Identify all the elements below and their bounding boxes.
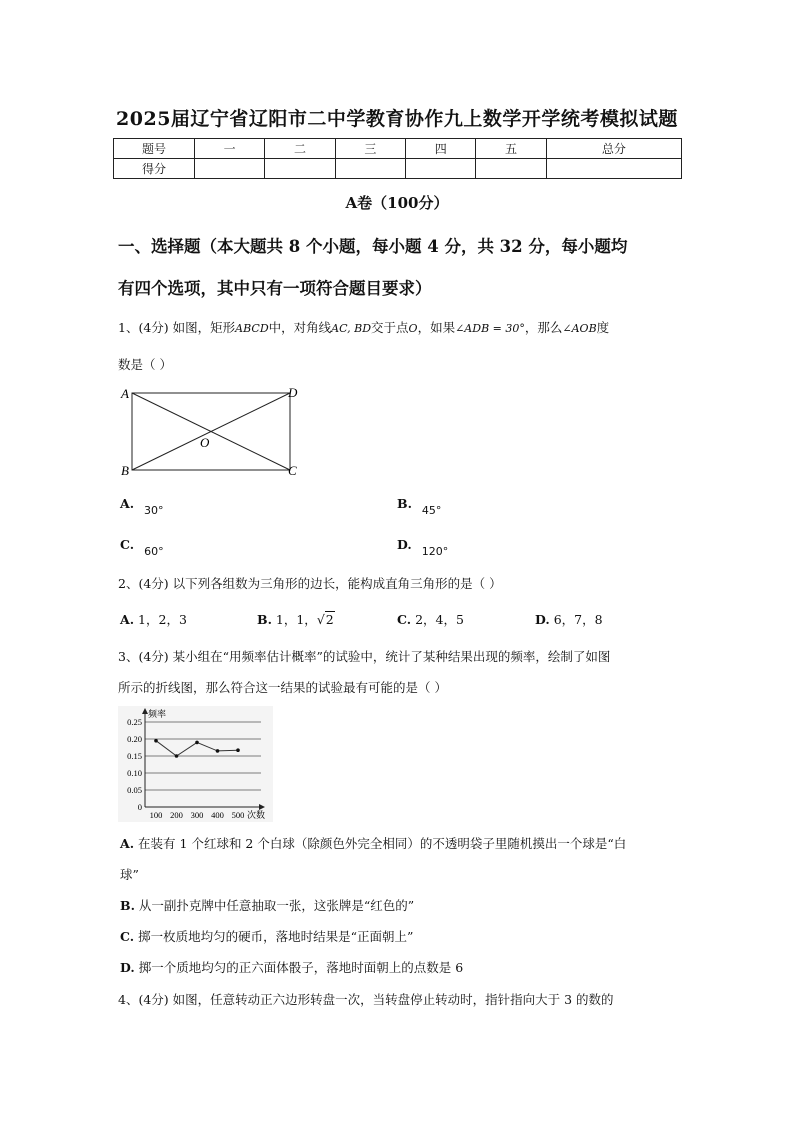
q3-option-d[interactable]	[120, 958, 463, 976]
option-value: 在装有 1 个红球和 2 个白球（除颜色外完全相同）的不透明袋子里随机摸出一个球是“白	[138, 836, 627, 851]
option-letter: C.	[120, 929, 135, 944]
q3-stem-line1: 3、(4分) 某小组在“用频率估计概率”的试验中，统计了某种结果出现的频率，绘制了如图	[118, 649, 611, 664]
q1-math-acbd: AC, BD	[331, 322, 372, 335]
sqrt-symbol: √	[316, 612, 325, 627]
y-tick-label: 0.10	[127, 768, 142, 778]
q1-math-o: O	[408, 322, 418, 335]
q1-math-aob: ∠AOB	[562, 322, 597, 335]
y-tick-label: 0.25	[127, 717, 142, 727]
y-tick-label: 0.05	[127, 785, 142, 795]
data-point	[175, 754, 179, 758]
option-value: 30°	[144, 504, 164, 517]
q1-option-a[interactable]	[120, 496, 164, 517]
q1-option-b[interactable]	[397, 496, 442, 517]
center-label-o: O	[200, 435, 210, 450]
q3-option-b[interactable]	[120, 896, 414, 914]
page-title: 2025届辽宁省辽阳市二中学教育协作九上数学开学统考模拟试题	[116, 108, 678, 130]
frequency-line-chart	[118, 706, 273, 822]
data-point	[236, 748, 240, 752]
score-header-cell: 五	[476, 139, 546, 159]
score-table-score-row	[114, 159, 682, 179]
section1-heading-line1: 一、选择题（本大题共 8 个小题，每小题 4 分，共 32 分，每小题均	[118, 237, 628, 256]
q2-option-d[interactable]	[535, 610, 603, 628]
q1-text: 中，对角线	[268, 320, 332, 335]
score-header-cell: 一	[195, 139, 265, 159]
vertex-label-c: C	[288, 463, 297, 478]
q1-text: 度	[596, 320, 610, 335]
data-point	[216, 749, 220, 753]
q2-option-a[interactable]	[120, 610, 187, 628]
score-cell[interactable]	[265, 159, 335, 179]
q2-option-c[interactable]	[397, 610, 464, 628]
data-point	[195, 741, 199, 745]
option-letter: A.	[120, 496, 135, 511]
option-value: 120°	[421, 545, 449, 558]
x-tick-label: 100	[149, 810, 163, 820]
option-value: 60°	[144, 545, 164, 558]
q3-stem-line2: 所示的折线图，那么符合这一结果的试验最有可能的是（ ）	[118, 680, 447, 695]
q1-text: ，如果	[417, 320, 456, 335]
score-header-cell: 三	[335, 139, 405, 159]
q1-text: 如图，矩形	[172, 320, 236, 335]
y-axis-label: 频率	[148, 709, 167, 719]
score-table	[113, 138, 682, 179]
q1-option-c[interactable]	[120, 537, 164, 558]
option-value: 球”	[120, 867, 139, 882]
option-value: 掷一枚质地均匀的硬币，落地时结果是“正面朝上”	[138, 929, 414, 944]
sqrt-radicand: 2	[325, 612, 334, 627]
y-tick-label: 0	[137, 802, 142, 812]
option-letter: B.	[397, 496, 412, 511]
score-header-cell: 二	[265, 139, 335, 159]
option-value: 掷一个质地均匀的正六面体骰子，落地时面朝上的点数是 6	[138, 960, 464, 975]
x-tick-label: 300	[190, 810, 204, 820]
q3-option-c[interactable]	[120, 927, 413, 945]
score-cell[interactable]	[406, 159, 476, 179]
option-value: 从一副扑克牌中任意抽取一张，这张牌是“红色的”	[138, 898, 415, 913]
score-row-label: 得分	[114, 159, 195, 179]
q1-rectangle-figure	[116, 383, 306, 479]
option-letter: B.	[257, 612, 272, 627]
option-value: 45°	[421, 504, 442, 517]
option-letter: A.	[120, 836, 135, 851]
vertex-label-d: D	[288, 385, 298, 400]
q1-stem-line2: 数是（ ）	[118, 357, 172, 372]
option-value: 2，4，5	[415, 612, 464, 627]
score-cell[interactable]	[546, 159, 681, 179]
option-value: 1，2，3	[138, 612, 187, 627]
q1-math-abcd: ABCD	[235, 322, 269, 335]
option-letter: C.	[397, 612, 412, 627]
option-letter: A.	[120, 612, 135, 627]
x-tick-label: 500	[231, 810, 245, 820]
section-a-heading: A卷（100分）	[345, 194, 449, 212]
score-table-header-row	[114, 139, 682, 159]
q1-math-condition: ∠ADB = 30°	[455, 322, 525, 335]
vertex-label-b: B	[121, 463, 129, 478]
vertex-label-a: A	[121, 386, 129, 401]
option-letter: D.	[120, 960, 135, 975]
x-tick-label: 400	[211, 810, 224, 820]
q4-stem: 4、(4分) 如图，任意转动正六边形转盘一次，当转盘停止转动时，指针指向大于 3 的数的	[118, 992, 614, 1007]
q1-option-d[interactable]	[397, 537, 449, 558]
option-letter: C.	[120, 537, 135, 552]
option-letter: B.	[120, 898, 135, 913]
score-header-cell: 题号	[114, 139, 195, 159]
q3-option-a-continued	[120, 865, 139, 883]
score-cell[interactable]	[476, 159, 546, 179]
q3-option-a[interactable]	[120, 834, 626, 852]
q1-text: 交于点	[371, 320, 409, 335]
score-cell[interactable]	[195, 159, 265, 179]
section1-heading-line2: 有四个选项，其中只有一项符合题目要求）	[118, 279, 432, 298]
score-cell[interactable]	[335, 159, 405, 179]
option-letter: D.	[535, 612, 550, 627]
y-tick-label: 0.15	[127, 751, 142, 761]
score-header-cell: 四	[406, 139, 476, 159]
option-value: 1，1，	[275, 612, 317, 627]
q1-text: ，那么	[524, 320, 563, 335]
data-point	[154, 739, 158, 743]
option-value: 6，7，8	[553, 612, 603, 627]
option-letter: D.	[397, 537, 412, 552]
y-tick-label: 0.20	[127, 734, 142, 744]
q1-number: 1、(4分)	[118, 320, 169, 335]
q1-stem-line1	[118, 318, 609, 336]
score-header-cell: 总分	[546, 139, 681, 159]
x-axis-label: 次数	[247, 810, 266, 820]
q2-stem: 2、(4分) 以下列各组数为三角形的边长，能构成直角三角形的是（ ）	[118, 576, 502, 591]
x-tick-label: 200	[170, 810, 183, 820]
q2-option-b[interactable]	[257, 610, 335, 628]
